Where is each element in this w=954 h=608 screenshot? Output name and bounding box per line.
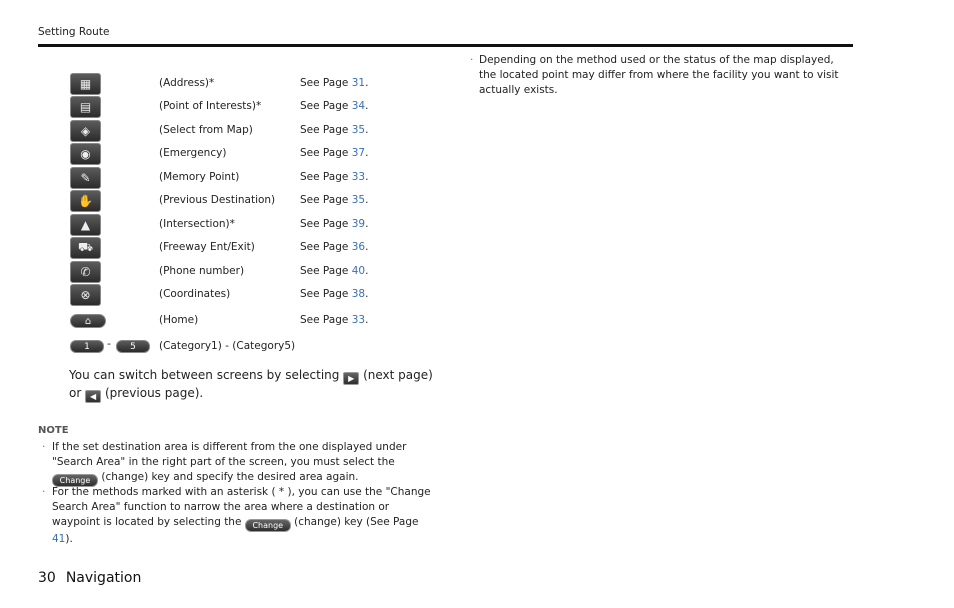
- page-link[interactable]: 40: [351, 265, 366, 277]
- see-page-suffix: .: [365, 77, 369, 89]
- note-item-2: [38, 485, 433, 547]
- running-header: Setting Route: [38, 26, 110, 38]
- method-row: [0, 237, 440, 259]
- see-page-ref: [300, 171, 368, 183]
- freeway-icon[interactable]: ⛟: [70, 237, 101, 259]
- see-page-text: See Page: [300, 147, 352, 159]
- note-1-text-a: If the set destination area is different from the one displayed under "Search Area" in the right part of the screen, you must select the: [52, 441, 407, 468]
- see-page-suffix: .: [365, 218, 369, 230]
- see-page-suffix: .: [365, 194, 369, 206]
- page-number: 30: [38, 570, 56, 586]
- see-page-text: See Page: [300, 100, 352, 112]
- next-page-icon[interactable]: ▶: [343, 372, 359, 385]
- method-label: (Emergency): [159, 147, 227, 159]
- see-page-ref: [300, 288, 368, 300]
- page-link[interactable]: 34: [351, 100, 366, 112]
- header-rule: [38, 44, 853, 47]
- switch-text-1: You can switch between screens by selecting: [69, 368, 340, 382]
- note-item-1: [38, 440, 433, 487]
- method-label: (Select from Map): [159, 124, 253, 136]
- page-link[interactable]: 35: [351, 124, 366, 136]
- note-bullet: ·: [42, 486, 46, 498]
- page-link[interactable]: 33: [351, 171, 366, 183]
- method-label: (Coordinates): [159, 288, 231, 300]
- method-row: [0, 120, 440, 142]
- see-page-text: See Page: [300, 124, 352, 136]
- note-2-text-b: (change) key (See Page: [294, 516, 419, 528]
- page-link[interactable]: 31: [351, 77, 366, 89]
- method-row: [0, 73, 440, 95]
- address-icon[interactable]: ▦: [70, 73, 101, 95]
- see-page-ref: [300, 147, 368, 159]
- see-page-text: See Page: [300, 265, 352, 277]
- see-page-suffix: .: [365, 124, 369, 136]
- emergency-icon[interactable]: ◉: [70, 143, 101, 165]
- note-2-text-a: For the methods marked with an asterisk ( * ), you can use the "Change Search Area" function to narrow the area where a destination or waypoint is located by selecting the: [52, 486, 431, 528]
- see-page-ref: [300, 241, 368, 253]
- page-link[interactable]: 36: [351, 241, 366, 253]
- page-link[interactable]: 37: [351, 147, 366, 159]
- method-label: (Memory Point): [159, 171, 240, 183]
- switch-text-4: (previous page).: [104, 386, 204, 400]
- see-page-suffix: .: [365, 288, 369, 300]
- note-1-text-b: (change) key and specify the desired area again.: [101, 471, 359, 483]
- poi-icon[interactable]: ▤: [70, 96, 101, 118]
- see-page-ref: [300, 265, 368, 277]
- switch-text-3: or: [69, 386, 82, 400]
- see-page-text: See Page: [300, 77, 352, 89]
- page-link[interactable]: 33: [351, 314, 366, 326]
- see-page-text: See Page: [300, 194, 352, 206]
- see-page-ref: [300, 314, 368, 326]
- coordinates-icon[interactable]: ⊗: [70, 284, 101, 306]
- see-page-suffix: .: [365, 314, 369, 326]
- method-row: [0, 261, 440, 283]
- see-page-suffix: .: [365, 171, 369, 183]
- previous-page-icon[interactable]: ◀: [85, 390, 101, 403]
- map-icon[interactable]: ◈: [70, 120, 101, 142]
- method-row: [0, 214, 440, 236]
- page-link[interactable]: 41: [52, 533, 66, 545]
- see-page-ref: [300, 100, 368, 112]
- see-page-suffix: .: [365, 100, 369, 112]
- see-page-text: See Page: [300, 218, 352, 230]
- method-label: (Point of Interests)*: [159, 100, 262, 112]
- method-row: [0, 143, 440, 165]
- right-note: [470, 53, 840, 98]
- category-row: [0, 336, 440, 358]
- method-row: [0, 96, 440, 118]
- method-row: [0, 310, 440, 332]
- see-page-text: See Page: [300, 314, 352, 326]
- home-icon[interactable]: ⌂: [70, 314, 106, 328]
- method-row: [0, 167, 440, 189]
- see-page-text: See Page: [300, 241, 352, 253]
- see-page-ref: [300, 124, 368, 136]
- switch-text-2: (next page): [363, 368, 433, 382]
- right-note-text: Depending on the method used or the status of the map displayed, the located point may differ from where the facility you want to visit actually exists.: [479, 54, 839, 96]
- page-link[interactable]: 39: [351, 218, 366, 230]
- see-page-ref: [300, 77, 368, 89]
- method-label: (Address)*: [159, 77, 215, 89]
- see-page-text: See Page: [300, 171, 352, 183]
- see-page-text: See Page: [300, 288, 352, 300]
- note-bullet: ·: [42, 441, 46, 453]
- category5-button[interactable]: 5: [116, 340, 150, 353]
- memory-point-icon[interactable]: ✎: [70, 167, 101, 189]
- right-note-bullet: ·: [470, 54, 474, 66]
- see-page-suffix: .: [365, 147, 369, 159]
- phone-icon[interactable]: ✆: [70, 261, 101, 283]
- method-row: [0, 284, 440, 306]
- page-footer: [38, 570, 141, 586]
- method-label: (Freeway Ent/Exit): [159, 241, 255, 253]
- change-button[interactable]: Change: [245, 519, 291, 532]
- see-page-suffix: .: [365, 241, 369, 253]
- see-page-ref: [300, 218, 368, 230]
- category1-button[interactable]: 1: [70, 340, 104, 353]
- method-label: (Intersection)*: [159, 218, 235, 230]
- category-label: (Category1) - (Category5): [159, 340, 296, 352]
- page-link[interactable]: 35: [351, 194, 366, 206]
- method-label: (Phone number): [159, 265, 245, 277]
- category-dash: -: [107, 337, 111, 350]
- intersection-icon[interactable]: ▲: [70, 214, 101, 236]
- note-2-text-c: ).: [65, 533, 73, 545]
- see-page-suffix: .: [365, 265, 369, 277]
- method-row: [0, 190, 440, 212]
- see-page-ref: [300, 194, 368, 206]
- section-name: Navigation: [65, 570, 142, 586]
- method-label: (Home): [159, 314, 199, 326]
- note-title: NOTE: [38, 425, 69, 436]
- switch-screens-text: [69, 367, 433, 403]
- page-link[interactable]: 38: [351, 288, 366, 300]
- previous-destination-icon[interactable]: ✋: [70, 190, 101, 212]
- method-label: (Previous Destination): [159, 194, 276, 206]
- change-button[interactable]: Change: [52, 474, 98, 487]
